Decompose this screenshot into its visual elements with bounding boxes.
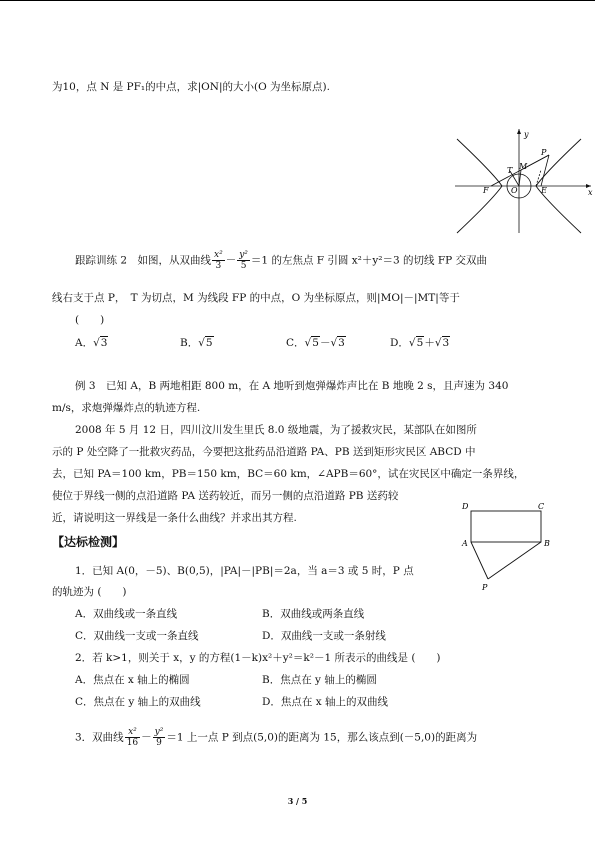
section-heading: 【达标检测】 [52, 535, 125, 549]
label-m: M [519, 162, 528, 171]
option-b: B．√5 [180, 337, 213, 349]
road-pb [488, 542, 541, 579]
q2-option-b: B．焦点在 y 轴上的椭圆 [262, 674, 377, 686]
q1-line1: 1．已知 A(0，－5)、B(0,5)，|PA|－|PB|＝2a，当 a＝3 或 5 时，P 点 [75, 565, 414, 577]
page-number: 3 / 5 [287, 796, 308, 806]
q2-line1: 2．若 k>1，则关于 x，y 的方程(1－k)x²＋y²＝k²－1 所表示的曲线是 ( ) [75, 652, 441, 664]
para-line3: 去，已知 PA＝100 km，PB＝150 km，BC＝60 km，∠APB＝60°，试在灾民区中确定一条界线， [52, 468, 525, 480]
option-d: D．√5＋√3 [390, 337, 450, 349]
para-line1: 2008 年 5 月 12 日，四川汶川发生里氏 8.0 级地震，为了援救灾民，某部队在如图所 [75, 424, 477, 436]
q1-line2: 的轨迹为 ( ) [52, 586, 127, 598]
label-a: A [462, 539, 468, 548]
option-a: A．√3 [75, 337, 108, 349]
label-t: T [507, 166, 513, 175]
dashed-line [536, 170, 541, 186]
answer-paren: ( ) [75, 314, 105, 326]
q1-option-b: B．双曲线或两条直线 [262, 608, 365, 620]
q2-option-c: C．焦点在 y 轴上的双曲线 [75, 696, 201, 708]
example-3-line1: 例 3 已知 A，B 两地相距 800 m，在 A 地听到炮弹爆炸声比在 B 地晚 2 s，且声速为 340 [75, 380, 509, 392]
fraction: $\frac{\text{x²}}{16}$ [126, 727, 139, 748]
hyperbola-figure [455, 125, 595, 235]
text: ＝1 的左焦点 F 引圆 x²＋y²＝3 的切线 FP 交双曲 [250, 254, 488, 267]
label-c: C [538, 502, 545, 511]
exercise-2-line2: 线右支于点 P， T 为切点，M 为线段 FP 的中点，O 为坐标原点，则|MO|－|MT|等于 [52, 292, 460, 304]
example-3-line2: m/s，求炮弹爆炸点的轨迹方程. [52, 402, 201, 414]
q1-option-d: D．双曲线一支或一条射线 [262, 630, 386, 642]
road-pa [471, 542, 488, 579]
para-line4: 使位于界线一侧的点沿道路 PA 送药较近，而另一侧的点沿道路 PB 送药较 [52, 490, 399, 502]
rectangle-abcd [471, 511, 541, 542]
fraction: $\frac{\text{y²}}{5}$ [239, 250, 248, 271]
label-y: y [524, 130, 529, 139]
exercise-2-line1: 跟踪训练 2 如图，从双曲线 $\frac{\text{x²}}{3}$ － $\frac{\text{y²}}{5}$ ＝1 的左焦点 F 引圆 x²＋y²＝3 的切线 FP 交双曲 [75, 250, 488, 271]
label-b: B [544, 539, 550, 548]
label-d: D [462, 502, 469, 511]
label-o: O [511, 186, 518, 195]
option-c: C．√5－√3 [286, 337, 345, 349]
para-line2: 示的 P 处空降了一批救灾药品，今要把这批药品沿道路 PA、PB 送到矩形灾民区 ABCD 中 [52, 446, 476, 458]
label-f: F [483, 186, 489, 195]
label-e: E [541, 186, 547, 195]
label-p: P [541, 148, 547, 157]
q3-line1: 3．双曲线 $\frac{\text{x²}}{16}$ － $\frac{\text{y²}}{9}$ ＝1 上一点 P 到点(5,0)的距离为 15，那么该点到(－5,0)的距离为 [75, 727, 478, 748]
q2-option-a: A．焦点在 x 轴上的椭圆 [75, 674, 190, 686]
para-line5: 近，请说明这一界线是一条什么曲线？并求出其方程. [52, 512, 297, 524]
label-p: P [482, 583, 488, 592]
q1-option-c: C．双曲线一支或一条直线 [75, 630, 199, 642]
header-rule [0, 0, 595, 1]
fraction: $\frac{\text{y²}}{9}$ [154, 727, 164, 748]
q2-option-d: D．焦点在 x 轴上的双曲线 [262, 696, 389, 708]
text-line: 为10，点 N 是 PF₁的中点，求|ON|的大小(O 为坐标原点). [52, 81, 330, 93]
fraction: $\frac{\text{x²}}{3}$ [214, 250, 223, 271]
segment-ep [541, 155, 549, 186]
text: 跟踪训练 2 如图，从双曲线 [75, 254, 212, 267]
rectangle-figure [458, 496, 554, 596]
q1-option-a: A．双曲线或一条直线 [75, 608, 178, 620]
label-x: x [588, 188, 593, 197]
